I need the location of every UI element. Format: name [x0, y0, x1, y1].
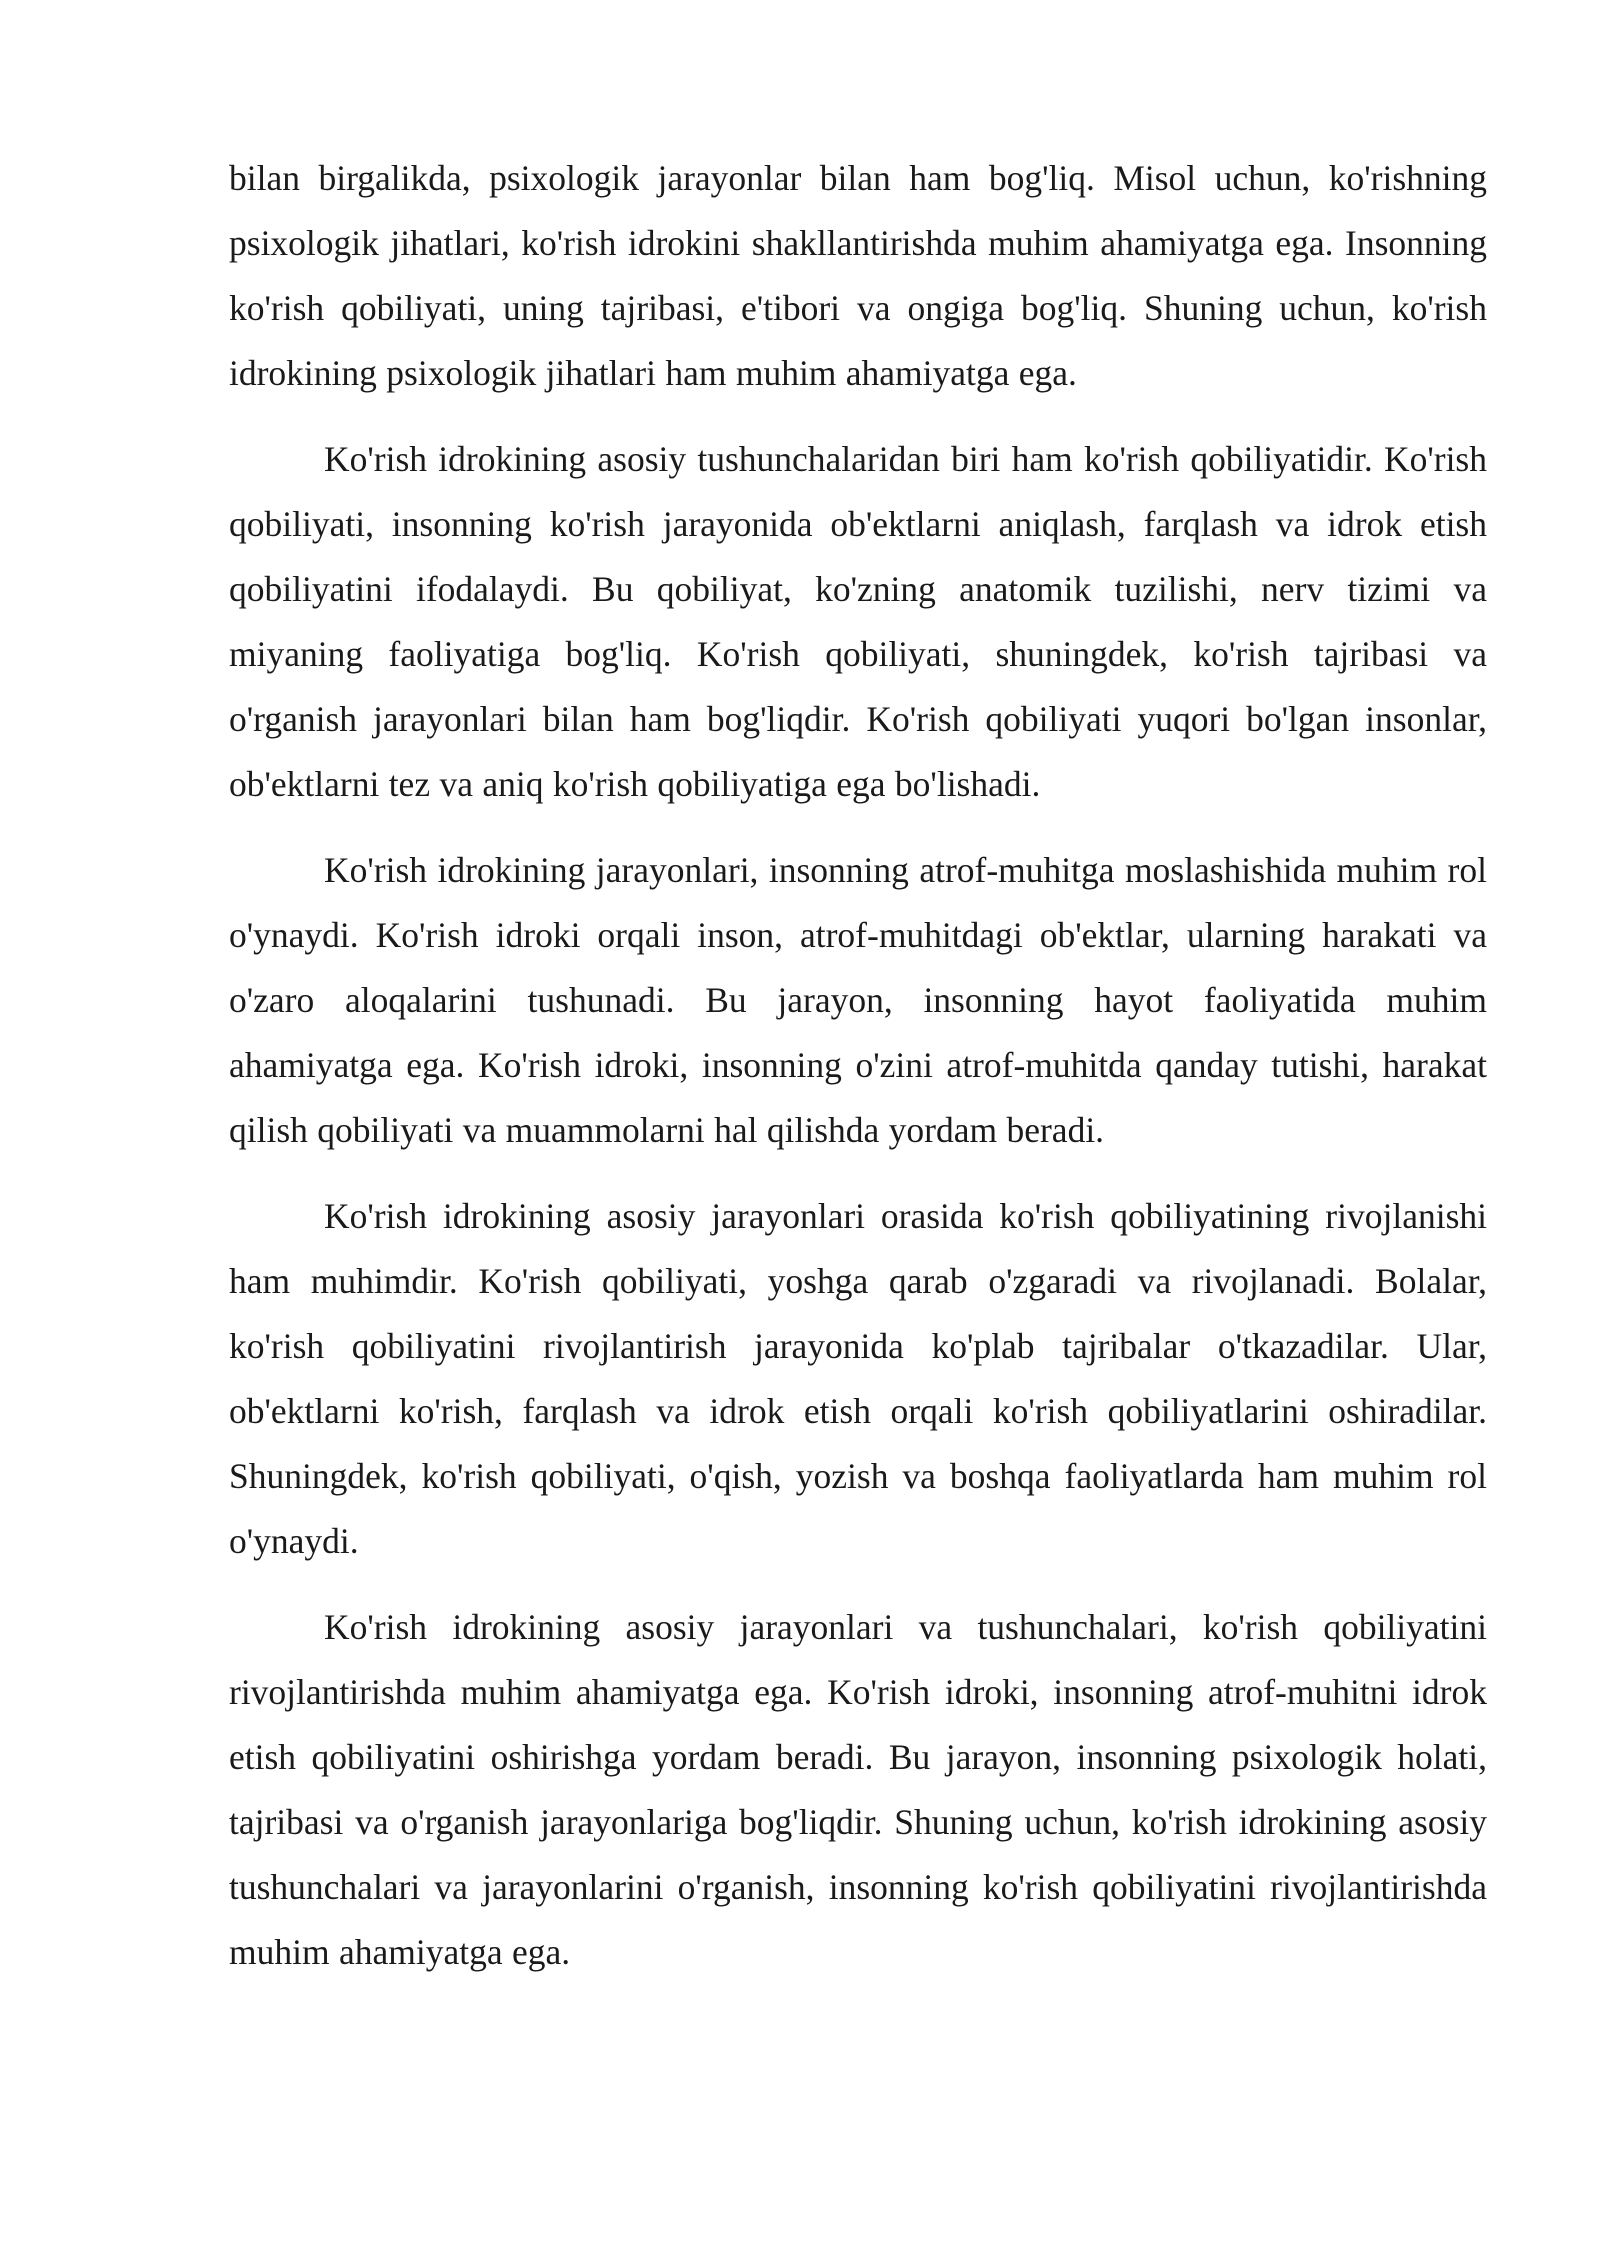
- paragraph-environment-adaptation: Ko'rish idrokining jarayonlari, insonning atrof-muhitga moslashishida muhim rol o'ynaydi. Ko'rish idroki orqali inson, atrof-muhitdagi ob'ektlar, ularning harakati va o'zaro aloqalarini tushunadi. Bu jarayon, insonning hayot faoliyatida muhim ahamiyatga ega. Ko'rish idroki, insonning o'zini atrof-muhitda qanday tutishi, harakat qilish qobiliyati va muammolarni hal qilishda yordam beradi.: [229, 850, 1487, 1150]
- paragraph-ability-development: Ko'rish idrokining asosiy jarayonlari orasida ko'rish qobiliyatining rivojlanishi ham muhimdir. Ko'rish qobiliyati, yoshga qarab o'zgaradi va rivojlanadi. Bolalar, ko'rish qobiliyatini rivojlantirish jarayonida ko'plab tajribalar o'tkazadilar. Ular, ob'ektlarni ko'rish, farqlash va idrok etish orqali ko'rish qobiliyatlarini oshiradilar. Shuningdek, ko'rish qobiliyati, o'qish, yozish va boshqa faoliyatlarda ham muhim rol o'ynaydi.: [229, 1196, 1487, 1561]
- paragraph-visual-ability: Ko'rish idrokining asosiy tushunchalaridan biri ham ko'rish qobiliyatidir. Ko'rish qobiliyati, insonning ko'rish jarayonida ob'ektlarni aniqlash, farqlash va idrok etish qobiliyatini ifodalaydi. Bu qobiliyat, ko'zning anatomik tuzilishi, nerv tizimi va miyaning faoliyatiga bog'liq. Ko'rish qobiliyati, shuningdek, ko'rish tajribasi va o'rganish jarayonlari bilan ham bog'liqdir. Ko'rish qobiliyati yuqori bo'lgan insonlar, ob'ektlarni tez va aniq ko'rish qobiliyatiga ega bo'lishadi.: [229, 439, 1487, 804]
- paragraph-conclusion: Ko'rish idrokining asosiy jarayonlari va tushunchalari, ko'rish qobiliyatini rivojlantirishda muhim ahamiyatga ega. Ko'rish idroki, insonning atrof-muhitni idrok etish qobiliyatini oshirishga yordam beradi. Bu jarayon, insonning psixologik holati, tajribasi va o'rganish jarayonlariga bog'liqdir. Shuning uchun, ko'rish idrokining asosiy tushunchalari va jarayonlarini o'rganish, insonning ko'rish qobiliyatini rivojlantirishda muhim ahamiyatga ega.: [229, 1607, 1487, 1972]
- paragraph-continued: bilan birgalikda, psixologik jarayonlar bilan ham bog'liq. Misol uchun, ko'rishning psixologik jihatlari, ko'rish idrokini shakllantirishda muhim ahamiyatga ega. Insonning ko'rish qobiliyati, uning tajribasi, e'tibori va ongiga bog'liq. Shuning uchun, ko'rish idrokining psixologik jihatlari ham muhim ahamiyatga ega.: [229, 158, 1487, 393]
- document-body: [229, 146, 1487, 2006]
